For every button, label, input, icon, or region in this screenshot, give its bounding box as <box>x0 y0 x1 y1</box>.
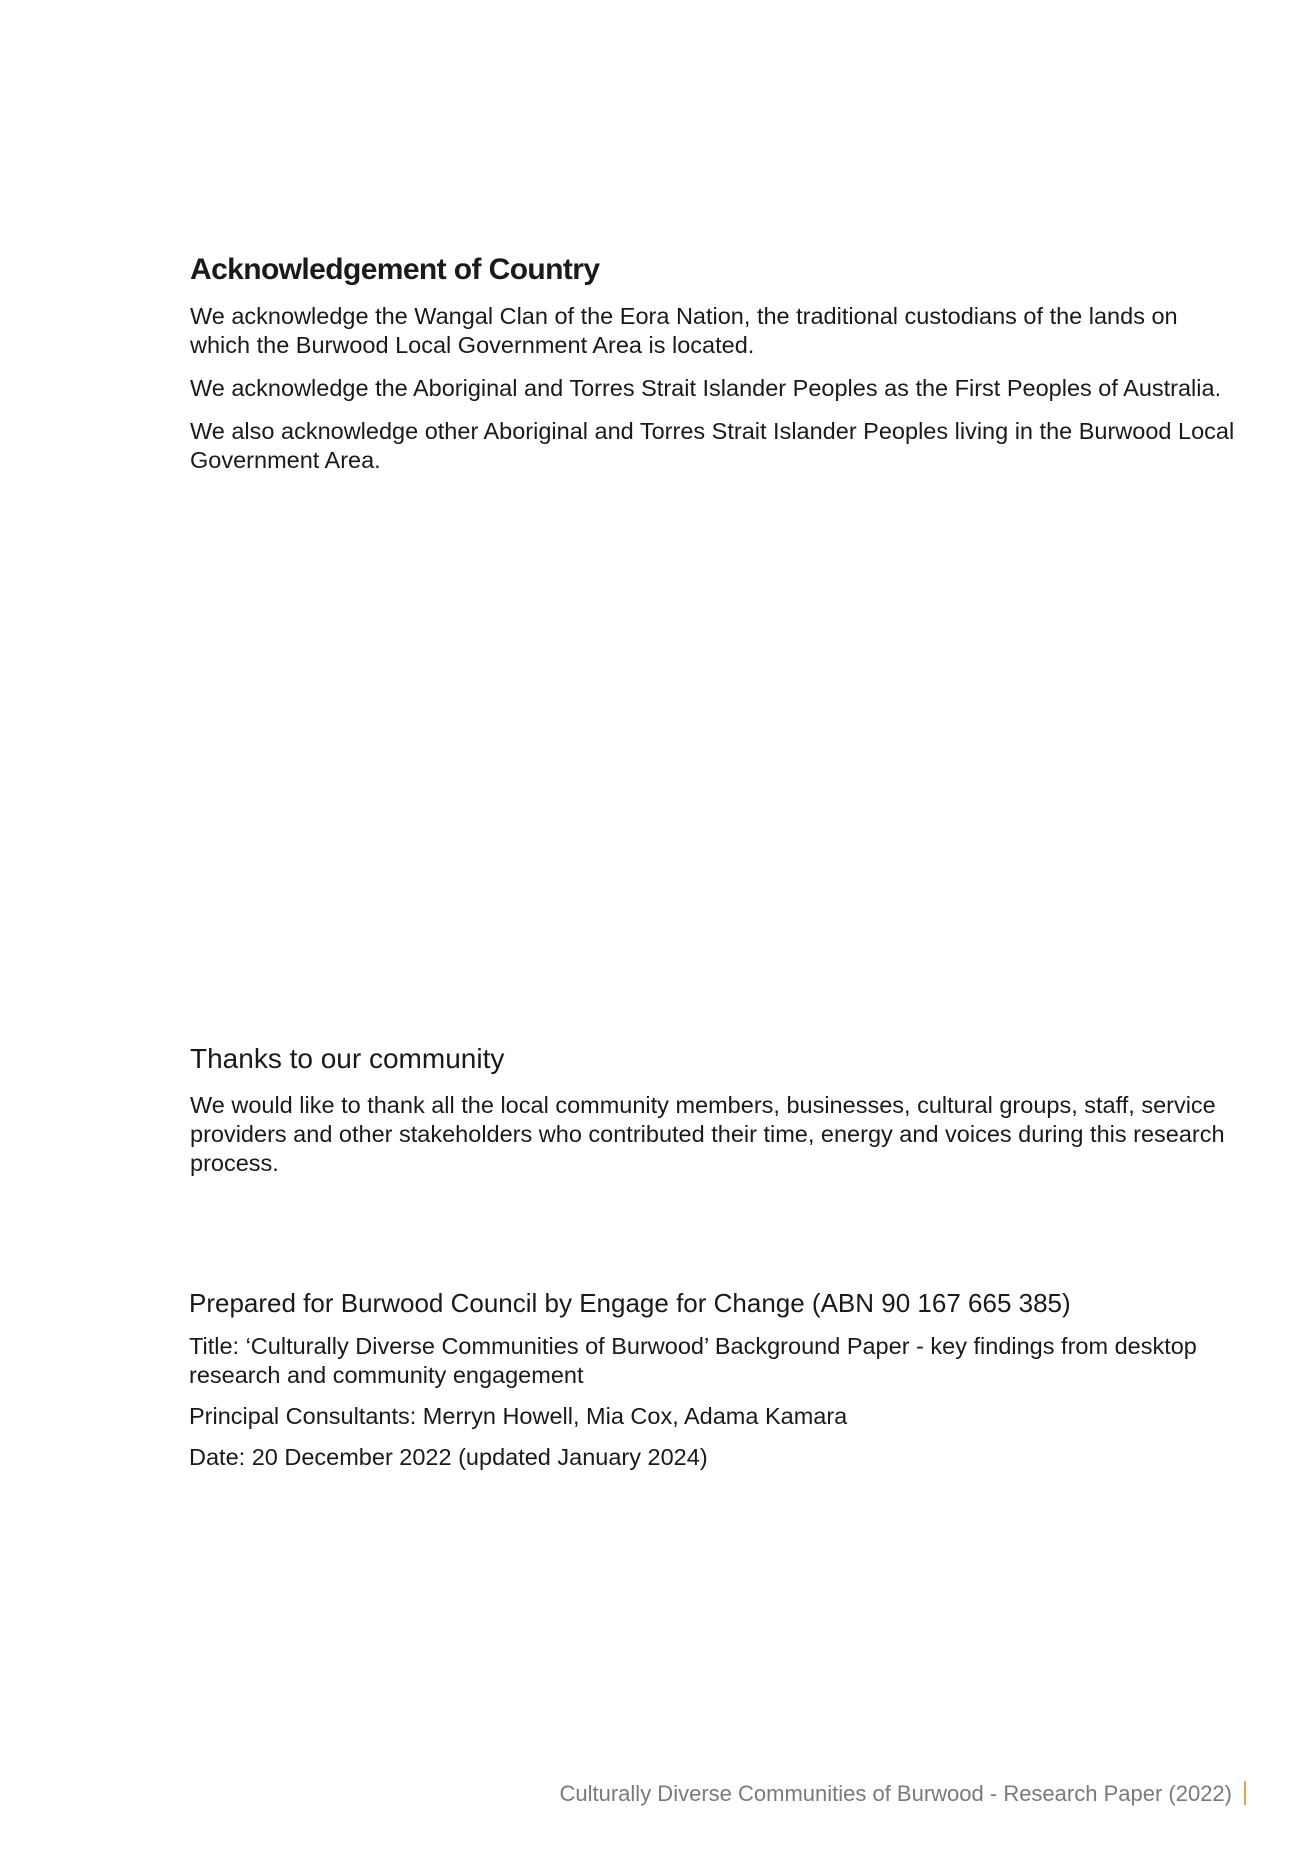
acknowledgement-section <box>190 252 1240 489</box>
prepared-section <box>189 1286 1239 1484</box>
acknowledgement-paragraph-2: We acknowledge the Aboriginal and Torres Strait Islander Peoples as the First Peoples of Australia. <box>190 375 1222 401</box>
page-footer <box>560 1780 1247 1808</box>
acknowledgement-paragraph-1: We acknowledge the Wangal Clan of the Eora Nation, the traditional custodians of the lands on which the Burwood Local Government Area is located. <box>190 303 1178 358</box>
thanks-section <box>190 1041 1240 1192</box>
date-line: Date: 20 December 2022 (updated January 2024) <box>189 1444 708 1470</box>
footer-text: Culturally Diverse Communities of Burwood - Research Paper (2022) <box>559 1781 1232 1806</box>
acknowledgement-paragraph-3: We also acknowledge other Aboriginal and Torres Strait Islander Peoples living in the Burwood Local Government Area. <box>190 418 1235 473</box>
document-title-line: Title: ‘Culturally Diverse Communities of Burwood’ Background Paper - key findings from desktop research and community engagement <box>189 1333 1197 1388</box>
thanks-heading: Thanks to our community <box>190 1043 505 1074</box>
footer-accent-bar <box>1244 1781 1246 1805</box>
prepared-heading: Prepared for Burwood Council by Engage for Change (ABN 90 167 665 385) <box>189 1288 1071 1318</box>
acknowledgement-heading: Acknowledgement of Country <box>190 253 600 286</box>
thanks-paragraph: We would like to thank all the local community members, businesses, cultural groups, staff, service providers and other stakeholders who contributed their time, energy and voices during this research process. <box>190 1092 1225 1176</box>
consultants-line: Principal Consultants: Merryn Howell, Mia Cox, Adama Kamara <box>189 1403 848 1429</box>
